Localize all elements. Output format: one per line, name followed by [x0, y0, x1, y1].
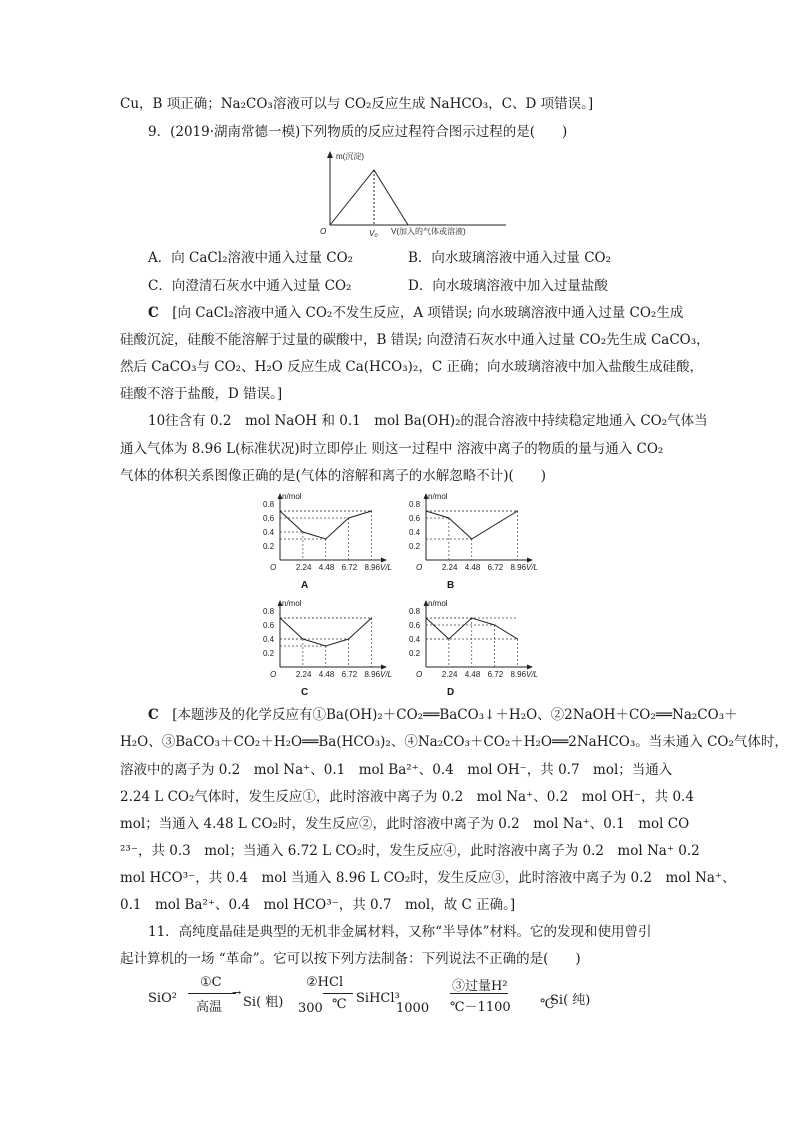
scheme-si-pure: Si( 纯) [550, 993, 591, 1008]
plot-c-ytick: 0.4 [263, 635, 275, 644]
question-9: 9．(2019·湖南常德一模)下列物质的反应过程符合图示过程的是( ) [148, 124, 568, 140]
plot-b-series-line [426, 511, 517, 539]
plot-b-point [471, 538, 472, 539]
plot-b-xtick: 6.72 [487, 563, 504, 572]
plot-c-xtick: 2.24 [295, 670, 312, 679]
scheme-step2-unit: ℃ [332, 997, 347, 1012]
reaction-scheme [120, 975, 680, 1025]
plot-b [408, 492, 538, 576]
plot-b-xtick: 8.96 [510, 563, 527, 572]
plot-d-xtick: 8.96 [510, 670, 527, 679]
scheme-step3-reagent: ③过量H² [452, 979, 508, 994]
plot-c-caption: C [301, 687, 309, 698]
answer-10-line-1: H₂O、③BaCO₃＋CO₂＋H₂O══Ba(HCO₃)₂、④Na₂CO₃＋CO₂＋H₂O══2NaHCO₃。当未通入 CO₂气体时， [120, 734, 788, 750]
scheme-step2-temp: 300 [298, 1001, 323, 1016]
plot-d-origin: O [416, 670, 423, 679]
plot-b-ytick: 0.4 [409, 528, 421, 537]
plot-d-caption: D [447, 687, 455, 698]
plot-c-series-line [280, 618, 371, 646]
plot-c-xtick: 4.48 [318, 670, 335, 679]
answer-10-line-3: 2.24 L CO₂气体时，发生反应①，此时溶液中离子为 0.2 mol Na⁺、0.2 mol OH⁻，共 0.4 [120, 789, 694, 805]
answer-9-line-0 [148, 305, 683, 321]
question-11-line-0: 11．高纯度晶硅是典型的无机非金属材料，又称“半导体”材料。它的发现和使用曾引 [148, 924, 652, 940]
plot-b-point [517, 510, 518, 511]
plot-b-xtick: 2.24 [441, 563, 458, 572]
question-10-line-0: 10往含有 0.2 mol NaOH 和 0.1 mol Ba(OH)₂的混合溶液中持续稳定地通入 CO₂气体当 [148, 413, 708, 429]
scheme-arrow-1 [188, 993, 236, 994]
plot-c-xtick: 8.96 [364, 670, 381, 679]
plot-c-ytick: 0.2 [263, 649, 275, 658]
plot-d-point [494, 624, 495, 625]
answer-10-line-5: ²³⁻，共 0.3 mol；当通入 6.72 L CO₂时，发生反应④，此时溶液中离子为 0.2 mol Na⁺ 0.2 [120, 843, 700, 859]
plot-c-point [279, 617, 280, 618]
plot-d-xlabel: V/L [526, 670, 539, 679]
plot-a-xtick: 4.48 [318, 563, 335, 572]
plot-c-ylabel: n/mol [282, 599, 302, 608]
plot-d [408, 599, 538, 683]
plot-c-x-arrow [381, 665, 387, 670]
plot-d-ylabel: n/mol [428, 599, 448, 608]
line-0: Cu，B 项正确；Na₂CO₃溶液可以与 CO₂反应生成 NaHCO₃，C、D 项错误。] [120, 96, 594, 112]
scheme-arrow-2 [323, 993, 353, 994]
plot-d-x-arrow [527, 665, 533, 670]
plot-a-ylabel: n/mol [282, 492, 302, 501]
scheme-arrow-1-head: → [232, 986, 242, 999]
plot-c-origin: O [270, 670, 277, 679]
answer-10-line-0 [148, 707, 738, 723]
plot-a-x-arrow [381, 558, 387, 563]
plot-d-ytick: 0.2 [409, 649, 421, 658]
plot-c-xlabel: V/L [380, 670, 393, 679]
plot-a [262, 492, 392, 576]
plot-a-point [325, 538, 326, 539]
answer-9-line-2: 然后 CaCO₃与 CO₂、H₂O 反应生成 Ca(HCO₃)₂，C 正确；向水玻璃溶液中加入盐酸生成硅酸， [120, 359, 703, 375]
plot-c-point [325, 645, 326, 646]
fig9-origin: O [320, 227, 327, 236]
plot-a-xtick: 2.24 [295, 563, 312, 572]
plot-b-xtick: 4.48 [464, 563, 481, 572]
scheme-sio2: SiO² [148, 991, 177, 1006]
plot-d-ytick: 0.6 [409, 621, 421, 630]
fig9-v0: V₀ [369, 229, 378, 238]
answer-10-letter: C [148, 707, 159, 723]
plot-a-origin: O [270, 563, 277, 572]
scheme-step3-condition: ℃－1100 [450, 1000, 511, 1015]
plot-c-point [302, 638, 303, 639]
plot-b-caption: B [447, 580, 455, 591]
answer-9-line-1: 硅酸沉淀，硅酸不能溶解于过量的碳酸中，B 错误; 向澄清石灰水中通入过量 CO₂先生成 CaCO₃， [120, 332, 710, 348]
answer-10-line-7: 0.1 mol Ba²⁺、0.4 mol HCO³⁻，共 0.7 mol，故 C 正确。] [120, 897, 516, 913]
plot-a-xtick: 8.96 [364, 563, 381, 572]
scheme-step1-reagent: ①C [200, 975, 222, 990]
plot-d-point [517, 638, 518, 639]
scheme-step1-condition: 高温 [196, 1000, 223, 1015]
plot-d-ytick: 0.8 [409, 607, 421, 616]
plot-a-caption: A [301, 580, 309, 591]
scheme-arrow-3 [450, 993, 508, 994]
scheme-sihcl3: SiHCl³ [356, 991, 400, 1006]
plot-b-point [425, 510, 426, 511]
fig9-plot [316, 150, 516, 240]
plot-a-point [371, 510, 372, 511]
scheme-si-crude: Si( 粗) [243, 995, 284, 1010]
plot-a-series-line [280, 511, 371, 539]
question-11-line-1: 起计算机的一场 “革命”。它可以按下列方法制备：下列说法不正确的是( ) [120, 951, 581, 967]
plot-b-origin: O [416, 563, 423, 572]
plot-b-ytick: 0.6 [409, 514, 421, 523]
plot-d-ytick: 0.4 [409, 635, 421, 644]
plot-a-ytick: 0.6 [263, 514, 275, 523]
plot-a-point [302, 531, 303, 532]
plot-d-xtick: 2.24 [441, 670, 458, 679]
answer-9-text-0: [向 CaCl₂溶液中通入 CO₂不发生反应，A 项错误; 向水玻璃溶液中通入过量 CO₂生成 [172, 305, 684, 321]
answer-10-text-0: [本题涉及的化学反应有①Ba(OH)₂＋CO₂══BaCO₃↓＋H₂O、②2NaOH＋CO₂══Na₂CO₃＋ [172, 707, 738, 723]
scheme-step3-unit: ℃ [540, 997, 555, 1012]
plot-c-point [348, 638, 349, 639]
plot-a-xlabel: V/L [380, 563, 393, 572]
plot-d-point [471, 617, 472, 618]
answer-9-line-3: 硅酸不溶于盐酸，D 错误。] [120, 386, 283, 402]
plot-c-ytick: 0.6 [263, 621, 275, 630]
fig9-xlabel: V(加入的气体或溶液) [391, 227, 466, 236]
question-10-line-1: 通入气体为 8.96 L(标准状况)时立即停止 则这一过程中 溶液中离子的物质的量与通入 CO₂ [120, 441, 664, 457]
option-9c: C．向澄清石灰水中通入过量 CO₂ [148, 278, 352, 294]
answer-10-line-2: 溶液中的离子为 0.2 mol Na⁺、0.1 mol Ba²⁺、0.4 mol OH⁻，共 0.7 mol；当通入 [120, 762, 673, 778]
plot-b-point [448, 517, 449, 518]
fig9-y-arrow [327, 151, 333, 158]
plot-a-ytick: 0.8 [263, 500, 275, 509]
option-9b: B．向水玻璃溶液中通入过量 CO₂ [408, 250, 612, 266]
option-9d: D．向水玻璃溶液中加入过量盐酸 [408, 278, 608, 294]
plot-c-ytick: 0.8 [263, 607, 275, 616]
plot-b-ylabel: n/mol [428, 492, 448, 501]
plot-a-ytick: 0.2 [263, 542, 275, 551]
plot-a-ytick: 0.4 [263, 528, 275, 537]
option-9a: A．向 CaCl₂溶液中通入过量 CO₂ [148, 250, 354, 266]
answer-10-line-4: mol；当通入 4.48 L CO₂时，发生反应②，此时溶液中离子为 0.2 mol Na⁺、0.1 mol CO [120, 816, 690, 832]
plot-d-point [448, 638, 449, 639]
fig9-curve [330, 170, 408, 225]
plot-c-xtick: 6.72 [341, 670, 358, 679]
plot-d-xtick: 6.72 [487, 670, 504, 679]
plot-b-ytick: 0.8 [409, 500, 421, 509]
fig9-ylabel: m(沉淀) [336, 152, 364, 161]
scheme-step3-temp: 1000 [396, 1001, 430, 1016]
plot-c [262, 599, 392, 683]
plot-d-point [425, 617, 426, 618]
plot-b-ytick: 0.2 [409, 542, 421, 551]
plot-b-x-arrow [527, 558, 533, 563]
plot-d-xtick: 4.48 [464, 670, 481, 679]
plot-b-xlabel: V/L [526, 563, 539, 572]
answer-10-line-6: mol HCO³⁻，共 0.4 mol 当通入 8.96 L CO₂时，发生反应③，此时溶液中离子为 0.2 mol Na⁺、 [120, 870, 736, 886]
plot-a-point [348, 517, 349, 518]
plot-a-xtick: 6.72 [341, 563, 358, 572]
plot-c-point [371, 617, 372, 618]
scheme-step2-reagent: ②HCl [306, 975, 344, 990]
question-10-line-2: 气体的体积关系图像正确的是(气体的溶解和离子的水解忽略不计)( ) [120, 468, 547, 484]
plot-a-point [279, 510, 280, 511]
answer-9-letter: C [148, 305, 159, 321]
